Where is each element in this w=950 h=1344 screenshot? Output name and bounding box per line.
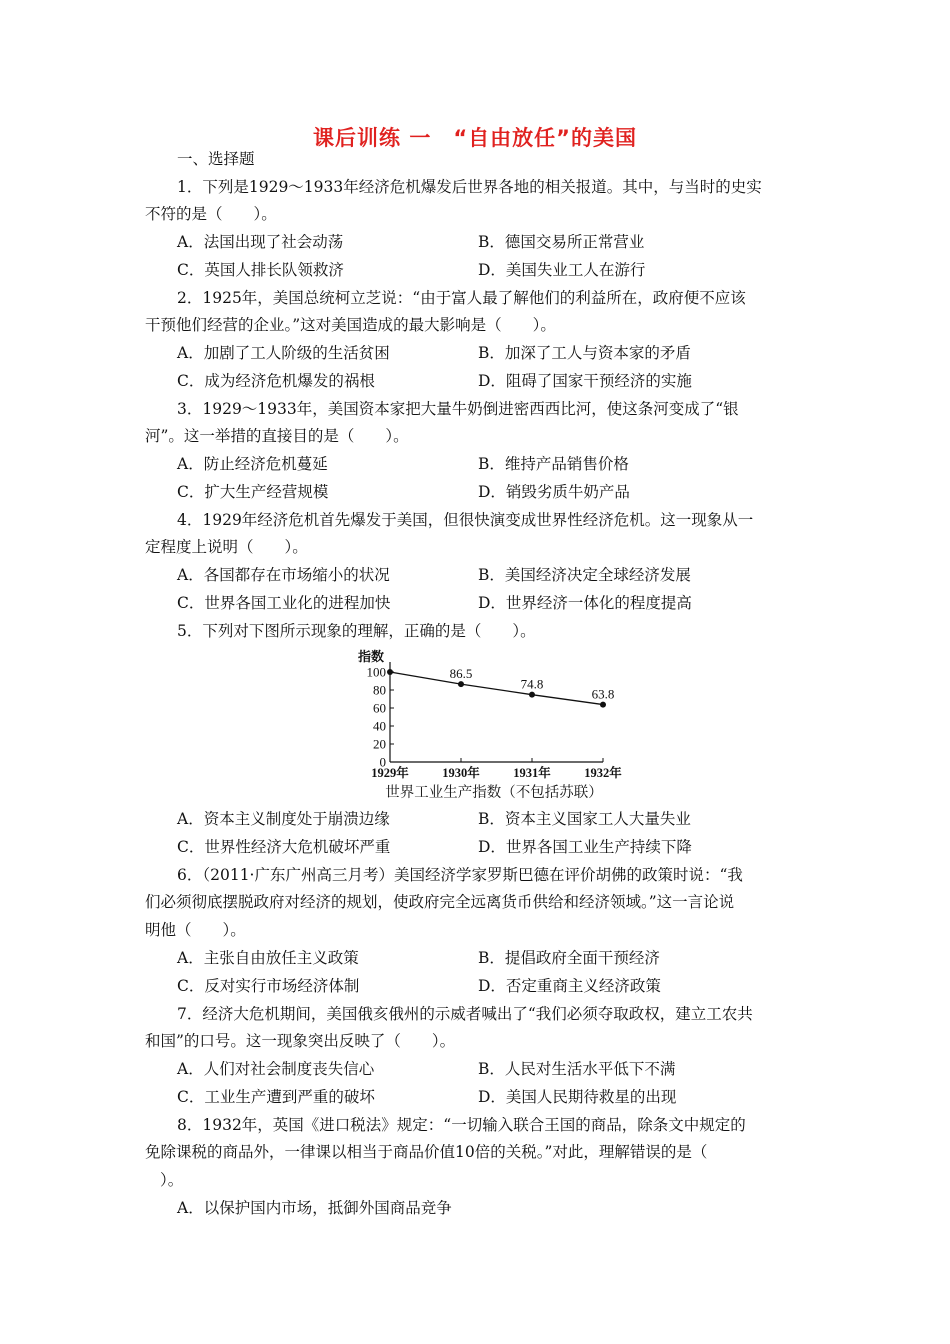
chart-y-tick-label: 80 — [373, 682, 386, 698]
chart-y-tick-label: 0 — [379, 754, 386, 770]
question-6-option-a: A．主张自由放任主义政策 — [177, 949, 359, 967]
question-2-option-b: B．加深了工人与资本家的矛盾 — [478, 344, 691, 362]
chart-series-line — [390, 672, 603, 705]
question-8-option-a: A．以保护国内市场，抵御外国商品竞争 — [177, 1199, 452, 1217]
question-3-option-a: A．防止经济危机蔓延 — [177, 455, 328, 473]
question-3-option-d: D．销毁劣质牛奶产品 — [478, 483, 630, 501]
question-5-option-a: A．资本主义制度处于崩溃边缘 — [177, 810, 390, 828]
chart-data-label: 86.5 — [449, 666, 473, 682]
question-1-option-d: D．美国失业工人在游行 — [478, 261, 646, 279]
question-8-stem-line-3: ）。 — [160, 1171, 184, 1189]
question-6-stem-line-3: 明他（ ）。 — [145, 921, 246, 939]
industrial-index-line-chart — [352, 645, 642, 805]
question-7-option-b: B．人民对生活水平低下不满 — [478, 1060, 676, 1078]
question-5-option-b: B．资本主义国家工人大量失业 — [478, 810, 691, 828]
question-4-stem-line-1: 4．1929年经济危机首先爆发于美国，但很快演变成世界性经济危机。这一现象从一 — [177, 511, 754, 529]
chart-y-tick-label: 60 — [373, 700, 386, 716]
chart-data-point — [529, 692, 535, 698]
question-3-stem-line-1: 3．1929～1933年，美国资本家把大量牛奶倒进密西西比河，使这条河变成了“银 — [177, 400, 739, 418]
question-8-stem-line-2: 免除课税的商品外，一律课以相当于商品价值10倍的关税。”对此，理解错误的是（ — [145, 1143, 708, 1161]
question-2-option-d: D．阻碍了国家干预经济的实施 — [478, 372, 692, 390]
question-4-option-a: A．各国都存在市场缩小的状况 — [177, 566, 390, 584]
chart-data-point — [458, 681, 464, 687]
question-7-option-c: C．工业生产遭到严重的破坏 — [177, 1088, 375, 1106]
chart-x-tick-label: 1932年 — [584, 766, 622, 780]
question-7-stem-line-1: 7．经济大危机期间，美国俄亥俄州的示威者喊出了“我们必须夺取政权，建立工农共 — [177, 1005, 753, 1023]
question-7-option-d: D．美国人民期待救星的出现 — [478, 1088, 677, 1106]
question-4-stem-line-2: 定程度上说明（ ）。 — [145, 538, 308, 556]
chart-title: 世界工业生产指数（不包括苏联） — [385, 785, 603, 801]
chart-y-tick-label: 20 — [373, 736, 386, 752]
question-3-stem-line-2: 河”。这一举措的直接目的是（ ）。 — [145, 427, 409, 445]
question-2-stem-line-1: 2．1925年，美国总统柯立芝说：“由于富人最了解他们的利益所在，政府便不应该 — [177, 289, 746, 307]
chart-x-tick-label: 1929年 — [371, 766, 409, 780]
chart-x-tick-label: 1931年 — [513, 766, 551, 780]
chart-data-point — [387, 669, 393, 675]
question-2-option-c: C．成为经济危机爆发的祸根 — [177, 372, 375, 390]
question-7-option-a: A．人们对社会制度丧失信心 — [177, 1060, 375, 1078]
question-6-option-c: C．反对实行市场经济体制 — [177, 977, 360, 995]
question-1-option-b: B．德国交易所正常营业 — [478, 233, 645, 251]
question-4-option-d: D．世界经济一体化的程度提高 — [478, 594, 692, 612]
question-8-stem-line-1: 8．1932年，英国《进口税法》规定：“一切输入联合王国的商品，除条文中规定的 — [177, 1116, 746, 1134]
question-7-stem-line-2: 和国”的口号。这一现象突出反映了（ ）。 — [145, 1032, 456, 1050]
question-5-option-c: C．世界性经济大危机破坏严重 — [177, 838, 391, 856]
chart-data-label: 74.8 — [520, 676, 544, 692]
question-5-stem-line-1: 5．下列对下图所示现象的理解，正确的是（ ）。 — [177, 622, 536, 640]
question-3-option-b: B．维持产品销售价格 — [478, 455, 629, 473]
question-1-option-c: C．英国人排长队领救济 — [177, 261, 344, 279]
question-6-stem-line-1: 6．（2011·广东广州高三月考）美国经济学家罗斯巴德在评价胡佛的政策时说：“我 — [177, 866, 743, 884]
question-5-option-d: D．世界各国工业生产持续下降 — [478, 838, 692, 856]
chart-y-tick-label: 40 — [373, 718, 386, 734]
question-4-option-c: C．世界各国工业化的进程加快 — [177, 594, 391, 612]
question-2-stem-line-2: 干预他们经营的企业。”这对美国造成的最大影响是（ ）。 — [145, 316, 556, 334]
chart-x-tick-label: 1930年 — [442, 766, 480, 780]
page-title: 课后训练 一 “自由放任”的美国 — [313, 126, 637, 150]
question-2-option-a: A．加剧了工人阶级的生活贫困 — [177, 344, 390, 362]
question-6-option-d: D．否定重商主义经济政策 — [478, 977, 661, 995]
question-3-option-c: C．扩大生产经营规模 — [177, 483, 329, 501]
question-6-stem-line-2: 们必须彻底摆脱政府对经济的规划，使政府完全远离货币供给和经济领域。”这一言论说 — [145, 893, 735, 911]
chart-data-label: 63.8 — [591, 686, 615, 702]
section-heading: 一、选择题 — [177, 150, 255, 168]
chart-y-tick-label: 100 — [366, 664, 386, 680]
chart-y-axis-label: 指数 — [358, 649, 385, 664]
question-1-stem-line-2: 不符的是（ ）。 — [145, 205, 277, 223]
question-1-option-a: A．法国出现了社会动荡 — [177, 233, 344, 251]
question-4-option-b: B．美国经济决定全球经济发展 — [478, 566, 691, 584]
question-1-stem-line-1: 1．下列是1929～1933年经济危机爆发后世界各地的相关报道。其中，与当时的史实 — [177, 178, 762, 196]
chart-data-point — [600, 702, 606, 708]
question-6-option-b: B．提倡政府全面干预经济 — [478, 949, 660, 967]
